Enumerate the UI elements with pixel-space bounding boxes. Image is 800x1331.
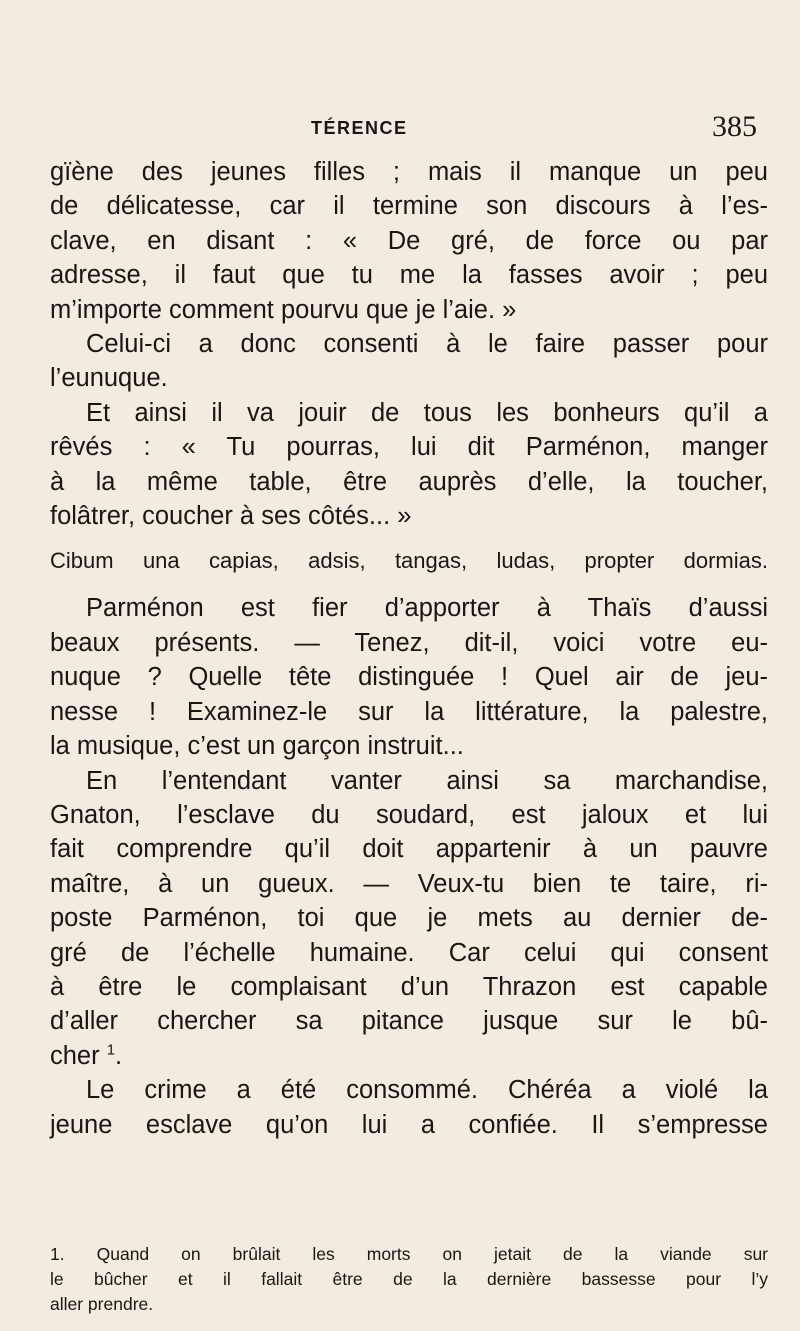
text-line: Gnaton, l’esclave du soudard, est jaloux et lui [50,800,768,829]
text-line [50,1039,768,1073]
text-line: rêvés : « Tu pourras, lui dit Parménon, manger [50,433,768,462]
footnote-reference[interactable]: 1 [106,1041,116,1059]
running-head [0,104,800,154]
latin-quote: Cibum una capias, adsis, tangas, ludas, propter dormias. [50,548,768,574]
text-line: fait comprendre qu’il doit appartenir à un pauvre [50,835,768,864]
text-line: nuque ? Quelle tête distinguée ! Quel air de jeu- [50,663,768,692]
text-line: poste Parménon, toi que je mets au dernier de- [50,904,768,933]
footnote [50,1242,768,1317]
text-line: d’aller chercher sa pitance jusque sur le bû- [50,1007,768,1036]
text-line: Celui-ci a donc consenti à le faire passer pour [86,330,768,359]
footnote-line: le bûcher et il fallait être de la dernière bassesse pour l’y [50,1269,768,1289]
text-line: l’eunuque. [50,364,168,393]
text-fragment: cher [50,1041,100,1070]
text-line: m’importe comment pourvu que je l’aie. » [50,295,517,324]
text-line: Parménon est fier d’apporter à Thaïs d’aussi [86,594,768,623]
text-line: adresse, il faut que tu me la fasses avoir ; peu [50,261,768,290]
text-line: nesse ! Examinez-le sur la littérature, la palestre, [50,697,768,726]
text-line: folâtrer, coucher à ses côtés... » [50,502,412,531]
text-line: Le crime a été consommé. Chéréa a violé la [86,1076,768,1105]
text-line: la musique, c’est un garçon instruit... [50,732,464,761]
text-line: beaux présents. — Tenez, dit-il, voici votre eu- [50,628,768,657]
text-line: de délicatesse, car il termine son discours à l’es- [50,192,768,221]
text-line: En l’entendant vanter ainsi sa marchandise, [86,766,768,795]
text-line: gïène des jeunes filles ; mais il manque un peu [50,158,768,186]
text-line: clave, en disant : « De gré, de force ou par [50,226,768,255]
running-head-title: TÉRENCE [311,118,408,138]
body-text [50,155,768,1142]
text-line: Et ainsi il va jouir de tous les bonheurs qu’il a [86,398,768,427]
text-line: gré de l’échelle humaine. Car celui qui consent [50,938,768,967]
text-line: à la même table, être auprès d’elle, la toucher, [50,467,768,496]
page-number: 385 [712,110,757,143]
sentence-period: . [115,1041,123,1070]
text-line: jeune esclave qu’on lui a confiée. Il s’empresse [50,1110,768,1139]
footnote-line: 1. Quand on brûlait les morts on jetait de la viande sur [50,1244,768,1264]
text-line: maître, à un gueux. — Veux-tu bien te taire, ri- [50,869,768,898]
text-line: à être le complaisant d’un Thrazon est capable [50,972,768,1001]
footnote-line: aller prendre. [50,1294,154,1314]
